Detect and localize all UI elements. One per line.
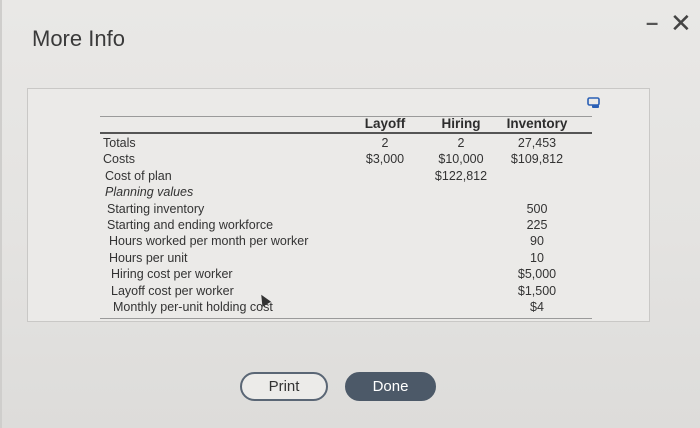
dialog-title: More Info xyxy=(32,26,125,51)
row-label: Starting inventory xyxy=(107,201,205,216)
table-header-rule xyxy=(100,132,592,134)
table-cell: $5,000 xyxy=(517,267,557,282)
row-label: Hours per unit xyxy=(109,250,188,265)
table-cell: $4 xyxy=(530,300,544,314)
window-edge xyxy=(0,0,2,428)
row-label: Totals xyxy=(103,136,136,150)
table-cell: $10,000 xyxy=(438,152,484,167)
copy-icon[interactable] xyxy=(587,97,601,109)
column-header-inventory: Inventory xyxy=(506,116,568,131)
row-label: Layoff cost per worker xyxy=(111,283,234,298)
done-button[interactable]: Done xyxy=(345,372,436,401)
table-cell: 90 xyxy=(530,234,544,249)
row-label: Monthly per-unit holding cost xyxy=(113,300,273,314)
row-label: Starting and ending workforce xyxy=(107,218,274,232)
table-bottom-rule xyxy=(100,318,592,319)
table-cell: $3,000 xyxy=(365,152,405,167)
print-button[interactable]: Print xyxy=(240,372,328,401)
table-cell: 225 xyxy=(526,218,548,232)
column-header-layoff: Layoff xyxy=(364,116,406,131)
table-cell: 27,453 xyxy=(517,136,557,150)
table-cell: $122,812 xyxy=(434,168,488,183)
table-cell: $1,500 xyxy=(517,283,557,298)
row-label: Hours worked per month per worker xyxy=(109,234,309,249)
table-cell: 2 xyxy=(457,136,465,150)
info-table-panel xyxy=(27,88,650,322)
minimize-icon[interactable]: – xyxy=(646,10,659,35)
table-cell: 10 xyxy=(530,250,544,265)
table-cell: $109,812 xyxy=(510,152,564,167)
column-header-hiring: Hiring xyxy=(441,116,481,131)
table-cell: 2 xyxy=(381,136,389,150)
row-label: Cost of plan xyxy=(105,168,172,183)
row-label: Hiring cost per worker xyxy=(111,267,233,282)
row-label: Costs xyxy=(103,152,135,167)
close-icon[interactable]: ✕ xyxy=(670,8,692,38)
row-label: Planning values xyxy=(105,185,194,200)
table-cell: 500 xyxy=(526,201,548,216)
